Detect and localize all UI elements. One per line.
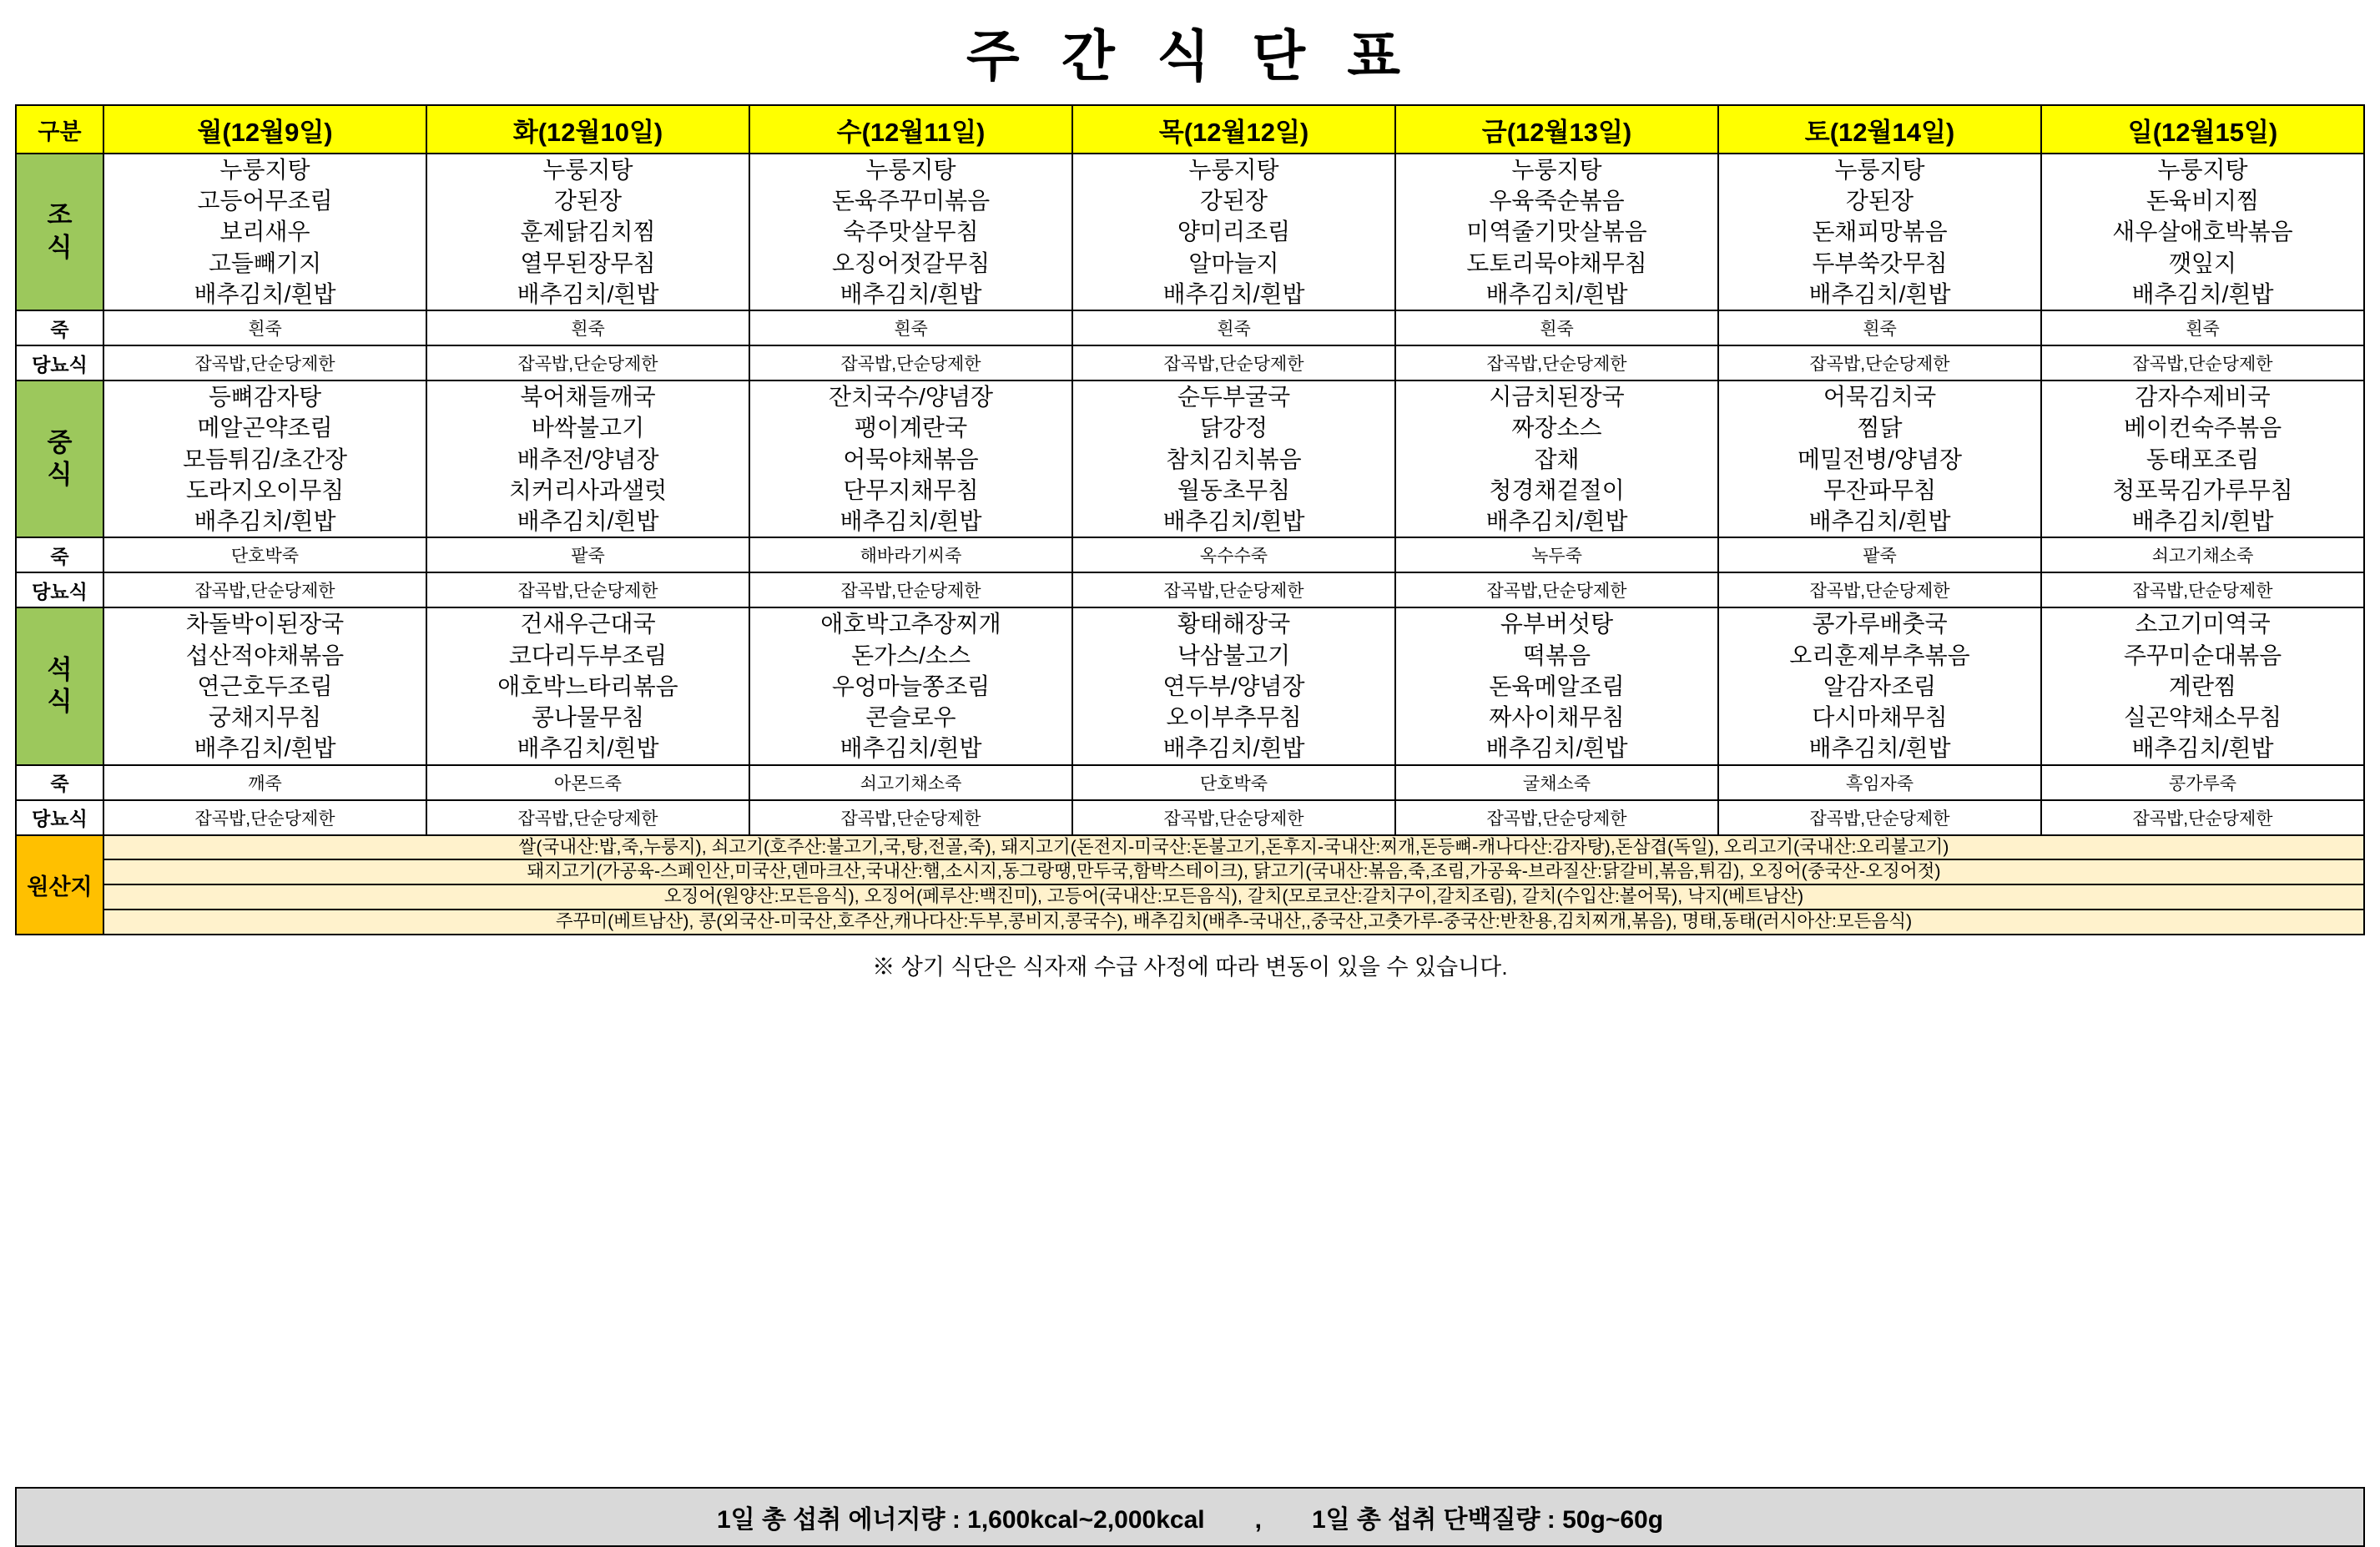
porridge-cell: 흰죽	[749, 310, 1072, 345]
diabetic-cell: 잡곡밥,단순당제한	[1718, 345, 2041, 380]
porridge-cell: 깨죽	[103, 765, 426, 800]
header-day-tue: 화(12월10일)	[426, 105, 749, 154]
header-day-mon: 월(12월9일)	[103, 105, 426, 154]
menu-item: 열무된장무침	[520, 249, 656, 276]
diabetic-cell: 잡곡밥,단순당제한	[1072, 800, 1395, 835]
diabetic-cell: 잡곡밥,단순당제한	[1072, 572, 1395, 607]
origin-row-1	[16, 835, 2364, 860]
menu-item: 강된장	[1845, 188, 1914, 214]
diabetic-cell: 잡곡밥,단순당제한	[1395, 800, 1718, 835]
meal-cell	[103, 154, 426, 310]
diabetic-cell: 잡곡밥,단순당제한	[103, 345, 426, 380]
meal-label-line: 식	[47, 460, 73, 490]
origin-row-4	[16, 910, 2364, 935]
porridge-cell: 흰죽	[103, 310, 426, 345]
diabetic-cell: 잡곡밥,단순당제한	[1718, 800, 2041, 835]
menu-item: 감자수제비국	[2135, 384, 2271, 411]
menu-item: 배추전/양념장	[517, 446, 659, 472]
menu-item: 동태포조림	[2146, 446, 2260, 472]
porridge-cell: 녹두죽	[1395, 537, 1718, 572]
porridge-cell: 단호박죽	[103, 537, 426, 572]
nutrition-footer	[15, 1487, 2365, 1547]
menu-item: 배추김치/흰밥	[1162, 735, 1305, 762]
menu-item: 배추김치/흰밥	[517, 280, 659, 307]
diabetic-label: 당뇨식	[16, 572, 103, 607]
porridge-cell: 팥죽	[1718, 537, 2041, 572]
menu-item: 배추김치/흰밥	[517, 735, 659, 762]
menu-item: 바싹불고기	[531, 415, 645, 441]
menu-item: 배추김치/흰밥	[194, 735, 336, 762]
porridge-cell: 굴채소죽	[1395, 765, 1718, 800]
menu-item: 콩나물무침	[531, 704, 645, 731]
header-label: 구분	[16, 105, 103, 154]
menu-item: 차돌박이된장국	[185, 611, 345, 637]
menu-item: 북어채들깨국	[520, 384, 656, 411]
origin-line: 쌀(국내산:밥,죽,누룽지), 쇠고기(호주산:불고기,국,탕,전골,죽), 돼지고기(돈전지-미국산:돈불고기,돈후지-국내산:찌개,돈등뼈-캐나다산:감자탕),돈삼겹(독일), 오리고기(국내산:오리불고기)	[103, 835, 2364, 860]
meal-cell	[1072, 154, 1395, 310]
porridge-label: 죽	[16, 765, 103, 800]
diabetic-cell: 잡곡밥,단순당제한	[749, 572, 1072, 607]
diabetic-cell: 잡곡밥,단순당제한	[103, 572, 426, 607]
meal-cell	[1718, 607, 2041, 764]
menu-item: 유부버섯탕	[1500, 611, 1614, 637]
menu-item: 양미리조림	[1177, 219, 1291, 245]
menu-item: 누룽지탕	[542, 157, 633, 183]
porridge-cell: 흰죽	[1718, 310, 2041, 345]
diabetic-cell: 잡곡밥,단순당제한	[1072, 345, 1395, 380]
origin-line: 돼지고기(가공육-스페인산,미국산,덴마크산,국내산:햄,소시지,동그랑땡,만두국,함박스테이크), 닭고기(국내산:볶음,죽,조림,가공육-브라질산:닭갈비,볶음,튀김), 오징어(중국산-오징어젓)	[103, 859, 2364, 884]
origin-row-3	[16, 884, 2364, 910]
menu-item: 배추김치/흰밥	[1808, 280, 1951, 307]
meal-cell	[2041, 607, 2364, 764]
daily-energy-text: 1일 총 섭취 에너지량 : 1,600kcal~2,000kcal	[716, 1506, 1205, 1534]
menu-item: 배추김치/흰밥	[1808, 508, 1951, 535]
diabetic-row-breakfast	[16, 345, 2364, 380]
header-day-sat: 토(12월14일)	[1718, 105, 2041, 154]
menu-item: 배추김치/흰밥	[2131, 508, 2274, 535]
diabetic-cell: 잡곡밥,단순당제한	[2041, 800, 2364, 835]
menu-item: 보리새우	[219, 219, 310, 245]
menu-item: 순두부굴국	[1177, 384, 1291, 411]
menu-item: 참치김치볶음	[1166, 446, 1302, 472]
meal-cell	[426, 607, 749, 764]
menu-item: 건새우근대국	[520, 611, 656, 637]
menu-item: 어묵야채볶음	[843, 446, 979, 472]
menu-item: 단무지채무침	[843, 476, 979, 503]
meal-cell	[1395, 380, 1718, 537]
meal-label-breakfast	[16, 154, 103, 310]
menu-item: 베이컨숙주볶음	[2123, 415, 2282, 441]
menu-item: 치커리사과샐럿	[508, 476, 668, 503]
menu-item: 깻잎지	[2168, 249, 2237, 276]
header-day-thu: 목(12월12일)	[1072, 105, 1395, 154]
menu-item: 누룽지탕	[219, 157, 310, 183]
menu-item: 배추김치/흰밥	[840, 735, 982, 762]
menu-item: 코다리두부조림	[508, 642, 668, 668]
diabetic-label: 당뇨식	[16, 345, 103, 380]
menu-item: 등뼈감자탕	[208, 384, 322, 411]
meal-label-dinner	[16, 607, 103, 764]
porridge-cell: 콩가루죽	[2041, 765, 2364, 800]
porridge-row-lunch	[16, 537, 2364, 572]
meal-row-dinner	[16, 607, 2364, 764]
weekly-menu-table	[15, 104, 2365, 935]
menu-item: 도라지오이무침	[185, 476, 345, 503]
origin-label: 원산지	[16, 835, 103, 935]
porridge-cell: 아몬드죽	[426, 765, 749, 800]
menu-item: 무잔파무침	[1823, 476, 1937, 503]
menu-item: 잔치국수/양념장	[828, 384, 994, 411]
porridge-cell: 흰죽	[2041, 310, 2364, 345]
diabetic-cell: 잡곡밥,단순당제한	[103, 800, 426, 835]
menu-item: 돈육메알조림	[1489, 673, 1625, 699]
menu-item: 우육죽순볶음	[1489, 188, 1625, 214]
menu-item: 배추김치/흰밥	[1485, 735, 1628, 762]
meal-label-line: 식	[47, 687, 73, 717]
menu-item: 돈육비지찜	[2146, 188, 2260, 214]
meal-cell	[103, 380, 426, 537]
meal-cell	[103, 607, 426, 764]
menu-item: 고등어무조림	[197, 188, 333, 214]
menu-item: 황태해장국	[1177, 611, 1291, 637]
menu-item: 배추김치/흰밥	[840, 280, 982, 307]
diabetic-cell: 잡곡밥,단순당제한	[426, 800, 749, 835]
meal-cell	[1072, 380, 1395, 537]
meal-label-line: 조	[47, 200, 73, 230]
meal-cell	[426, 154, 749, 310]
menu-item: 낙삼불고기	[1177, 642, 1291, 668]
diabetic-row-lunch	[16, 572, 2364, 607]
menu-item: 돈채피망볶음	[1812, 219, 1948, 245]
diabetic-cell: 잡곡밥,단순당제한	[749, 345, 1072, 380]
menu-item: 우엉마늘쫑조림	[831, 673, 991, 699]
diabetic-cell: 잡곡밥,단순당제한	[426, 572, 749, 607]
menu-item: 누룽지탕	[865, 157, 956, 183]
menu-item: 애호박고추장찌개	[820, 611, 1001, 637]
menu-item: 훈제닭김치찜	[520, 219, 656, 245]
porridge-cell: 흰죽	[1072, 310, 1395, 345]
meal-cell	[1395, 154, 1718, 310]
menu-item: 모듬튀김/초간장	[182, 446, 348, 472]
menu-item: 오이부추무침	[1166, 704, 1302, 731]
menu-item: 청포묵김가루무침	[2112, 476, 2293, 503]
porridge-row-dinner	[16, 765, 2364, 800]
porridge-cell: 흰죽	[426, 310, 749, 345]
porridge-cell: 단호박죽	[1072, 765, 1395, 800]
menu-item: 돈육주꾸미볶음	[831, 188, 991, 214]
menu-item: 누룽지탕	[2157, 157, 2248, 183]
menu-item: 메알곤약조림	[197, 415, 333, 441]
porridge-cell: 옥수수죽	[1072, 537, 1395, 572]
origin-line: 오징어(원양산:모든음식), 오징어(페루산:백진미), 고등어(국내산:모든음식), 갈치(모로코산:갈치구이,갈치조림), 갈치(수입산:볼어묵), 낙지(베트남산)	[103, 884, 2364, 910]
porridge-cell: 흑임자죽	[1718, 765, 2041, 800]
meal-row-lunch	[16, 380, 2364, 537]
meal-label-lunch	[16, 380, 103, 537]
menu-item: 배추김치/흰밥	[1485, 280, 1628, 307]
menu-item: 배추김치/흰밥	[194, 508, 336, 535]
menu-item: 두부쑥갓무침	[1812, 249, 1948, 276]
menu-item: 누룽지탕	[1834, 157, 1925, 183]
menu-item: 도토리묵야채무침	[1466, 249, 1647, 276]
diabetic-cell: 잡곡밥,단순당제한	[749, 800, 1072, 835]
menu-item: 돈가스/소스	[850, 642, 971, 668]
menu-item: 소고기미역국	[2135, 611, 2271, 637]
meal-cell	[1072, 607, 1395, 764]
meal-label-line: 석	[47, 654, 73, 684]
menu-item: 배추김치/흰밥	[1808, 735, 1951, 762]
menu-item: 콩가루배춧국	[1812, 611, 1948, 637]
menu-item: 오리훈제부추볶음	[1789, 642, 1970, 668]
meal-cell	[749, 607, 1072, 764]
menu-item: 배추김치/흰밥	[1485, 508, 1628, 535]
diabetic-cell: 잡곡밥,단순당제한	[1718, 572, 2041, 607]
menu-item: 미역줄기맛살볶음	[1466, 219, 1647, 245]
menu-item: 시금치된장국	[1489, 384, 1625, 411]
meal-label-line: 식	[47, 233, 73, 263]
porridge-cell: 쇠고기채소죽	[749, 765, 1072, 800]
meal-cell	[749, 154, 1072, 310]
menu-item: 짜사이채무침	[1489, 704, 1625, 731]
porridge-label: 죽	[16, 310, 103, 345]
menu-change-note: ※ 상기 식단은 식자재 수급 사정에 따라 변동이 있을 수 있습니다.	[872, 955, 1508, 980]
header-day-fri: 금(12월13일)	[1395, 105, 1718, 154]
meal-cell	[749, 380, 1072, 537]
table-header-row	[16, 105, 2364, 154]
menu-item: 메밀전병/양념장	[1797, 446, 1963, 472]
menu-item: 콘슬로우	[865, 704, 956, 731]
diabetic-cell: 잡곡밥,단순당제한	[1395, 572, 1718, 607]
menu-item: 닭강정	[1199, 415, 1268, 441]
diabetic-cell: 잡곡밥,단순당제한	[2041, 345, 2364, 380]
menu-item: 애호박느타리볶음	[497, 673, 678, 699]
header-day-sun: 일(12월15일)	[2041, 105, 2364, 154]
porridge-cell: 팥죽	[426, 537, 749, 572]
menu-item: 고들빼기지	[208, 249, 322, 276]
origin-line: 주꾸미(베트남산), 콩(외국산-미국산,호주산,캐나다산:두부,콩비지,콩국수), 배추김치(배추-국내산,,중국산,고춧가루-중국산:반찬용,김치찌개,볶음), 명태,동태(러시아산:모든음식)	[103, 910, 2364, 935]
menu-item: 알감자조림	[1823, 673, 1937, 699]
menu-item: 알마늘지	[1188, 249, 1279, 276]
menu-item: 오징어젓갈무침	[831, 249, 991, 276]
meal-cell	[2041, 380, 2364, 537]
menu-item: 숙주맛살무침	[843, 219, 979, 245]
menu-item: 떡볶음	[1522, 642, 1591, 668]
diabetic-cell: 잡곡밥,단순당제한	[426, 345, 749, 380]
porridge-cell: 흰죽	[1395, 310, 1718, 345]
diabetic-cell: 잡곡밥,단순당제한	[2041, 572, 2364, 607]
meal-cell	[426, 380, 749, 537]
menu-item: 실곤약채소무침	[2123, 704, 2282, 731]
menu-item: 섭산적야채볶음	[185, 642, 345, 668]
diabetic-cell: 잡곡밥,단순당제한	[1395, 345, 1718, 380]
menu-item: 새우살애호박볶음	[2112, 219, 2293, 245]
header-day-wed: 수(12월11일)	[749, 105, 1072, 154]
daily-protein-text: 1일 총 섭취 단백질량 : 50g~60g	[1311, 1506, 1664, 1534]
footer-separator: ,	[1254, 1506, 1262, 1534]
meal-row-breakfast	[16, 154, 2364, 310]
menu-item: 팽이계란국	[854, 415, 968, 441]
menu-item: 배추김치/흰밥	[194, 280, 336, 307]
meal-cell	[1718, 380, 2041, 537]
menu-item: 강된장	[1199, 188, 1268, 214]
menu-item: 잡채	[1534, 446, 1580, 472]
menu-item: 누룽지탕	[1511, 157, 1602, 183]
meal-label-line: 중	[47, 427, 73, 457]
origin-row-2	[16, 859, 2364, 884]
menu-item: 배추김치/흰밥	[2131, 280, 2274, 307]
menu-item: 강된장	[553, 188, 623, 214]
menu-item: 월동초무침	[1177, 476, 1291, 503]
meal-cell	[2041, 154, 2364, 310]
menu-item: 배추김치/흰밥	[2131, 735, 2274, 762]
meal-cell	[1395, 607, 1718, 764]
menu-item: 연근호두조림	[197, 673, 333, 699]
diabetic-row-dinner	[16, 800, 2364, 835]
page-title: 주 간 식 단 표	[966, 25, 1414, 87]
menu-item: 배추김치/흰밥	[840, 508, 982, 535]
menu-item: 배추김치/흰밥	[1162, 508, 1305, 535]
menu-item: 어묵김치국	[1823, 384, 1937, 411]
menu-item: 계란찜	[2168, 673, 2237, 699]
menu-item: 찜닭	[1857, 415, 1903, 441]
porridge-cell: 해바라기씨죽	[749, 537, 1072, 572]
menu-item: 연두부/양념장	[1162, 673, 1305, 699]
menu-item: 짜장소스	[1511, 415, 1602, 441]
menu-item: 주꾸미순대볶음	[2123, 642, 2282, 668]
diabetic-label: 당뇨식	[16, 800, 103, 835]
menu-item: 청경채겉절이	[1489, 476, 1625, 503]
menu-item: 배추김치/흰밥	[517, 508, 659, 535]
porridge-row-breakfast	[16, 310, 2364, 345]
porridge-label: 죽	[16, 537, 103, 572]
meal-cell	[1718, 154, 2041, 310]
menu-item: 다시마채무침	[1812, 704, 1948, 731]
menu-item: 누룽지탕	[1188, 157, 1279, 183]
menu-item: 궁채지무침	[208, 704, 322, 731]
menu-item: 배추김치/흰밥	[1162, 280, 1305, 307]
porridge-cell: 쇠고기채소죽	[2041, 537, 2364, 572]
